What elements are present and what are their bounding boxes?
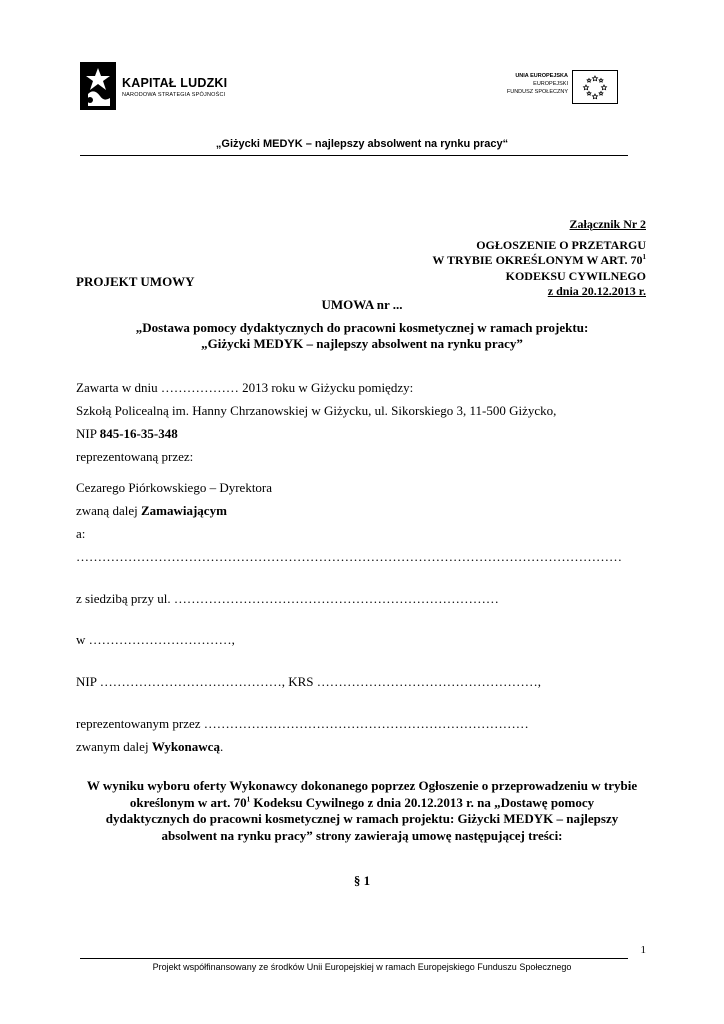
kapital-ludzki-emblem-icon — [80, 62, 116, 110]
city-line: w ……………………………, — [76, 632, 235, 647]
nip-text: NIP 845-16-35-348 — [76, 426, 178, 441]
blank-party-line: ……………………………………………………………………………………………………………… — [76, 549, 622, 564]
eu-flag-icon — [572, 70, 618, 104]
closing-line3: dydaktycznych do pracowni kosmetycznej w ramach projektu: Giżycki MEDYK – najlepszy — [105, 811, 619, 826]
closing-line1: W wyniku wyboru oferty Wykonawcy dokonanego poprzez Ogłoszenie o przeprowadzeniu w trybie — [86, 778, 638, 793]
annex-line1: OGŁOSZENIE O PRZETARGU — [476, 237, 646, 252]
school-text: Szkołą Policealną im. Hanny Chrzanowskiej w Giżycku, ul. Sikorskiego 3, 11-500 Giżycko, — [76, 403, 557, 418]
page-number: 1 — [640, 944, 646, 956]
contract-subject-line1: „Dostawa pomocy dydaktycznych do pracowni kosmetycznej w ramach projektu: — [135, 320, 589, 335]
closing-line2: określonym w art. $70^1$ Kodeksu Cywilnego z dnia 20.12.2013 r. na „Dostawę pomocy — [129, 794, 595, 810]
and-text: a: — [76, 526, 86, 541]
closing-paragraph — [76, 778, 648, 844]
eu-line1: UNIA EUROPEJSKA — [515, 73, 568, 79]
annex-label: Załącznik Nr 2 — [569, 217, 646, 231]
director-text: Cezarego Piórkowskiego – Dyrektora — [76, 480, 273, 495]
eu-logo-text — [507, 72, 568, 96]
logo-left-subtitle: NARODOWA STRATEGIA SPÓJNOŚCI — [122, 92, 226, 98]
annex-block — [432, 217, 646, 300]
logo-left-title: KAPITAŁ LUDZKI — [122, 76, 228, 90]
project-title: „Giżycki MEDYK – najlepszy absolwent na rynku pracy“ — [215, 138, 509, 150]
represented-by-text: reprezentowaną przez: — [76, 449, 194, 464]
closing-line4: absolwent na rynku pracy” strony zawierają umowę następującej treści: — [161, 827, 563, 843]
annex-line2: W TRYBIE OKREŚLONYM W ART. $70^1$ — [432, 253, 646, 267]
contract-number: UMOWA nr ... — [321, 297, 403, 312]
concluded-text: Zawarta w dniu ……………… 2013 roku w Giżycku pomiędzy: — [76, 380, 414, 395]
seat-line: z siedzibą przy ul. ………………………………………………………………… — [76, 591, 499, 606]
header-divider — [80, 155, 628, 156]
eu-logo — [480, 70, 620, 106]
kapital-ludzki-logo — [80, 62, 260, 112]
represented-by-line: reprezentowanym przez ………………………………………………………………… — [76, 716, 529, 731]
eu-line2: EUROPEJSKI — [533, 81, 568, 87]
footer-text: Projekt współfinansowany ze środków Unii Europejskiej w ramach Europejskiego Funduszu Społecznego — [152, 962, 572, 972]
footer-divider — [80, 958, 628, 959]
nip-krs-line: NIP ……………………………………, KRS ……………………………………………, — [76, 674, 542, 689]
annex-line3: KODEKSU CYWILNEGO — [505, 268, 646, 283]
project-heading: PROJEKT UMOWY — [76, 274, 195, 289]
contract-subject-line2: „Giżycki MEDYK – najlepszy absolwent na rynku pracy” — [201, 336, 523, 351]
eu-line3: FUNDUSZ SPOŁECZNY — [506, 89, 568, 95]
annex-date: z dnia 20.12.2013 r. — [547, 284, 646, 298]
called-ordering-party: zwaną dalej Zamawiającym — [76, 503, 227, 518]
section-sign: § 1 — [353, 873, 371, 888]
called-contractor: zwanym dalej Wykonawcą. — [76, 739, 224, 754]
